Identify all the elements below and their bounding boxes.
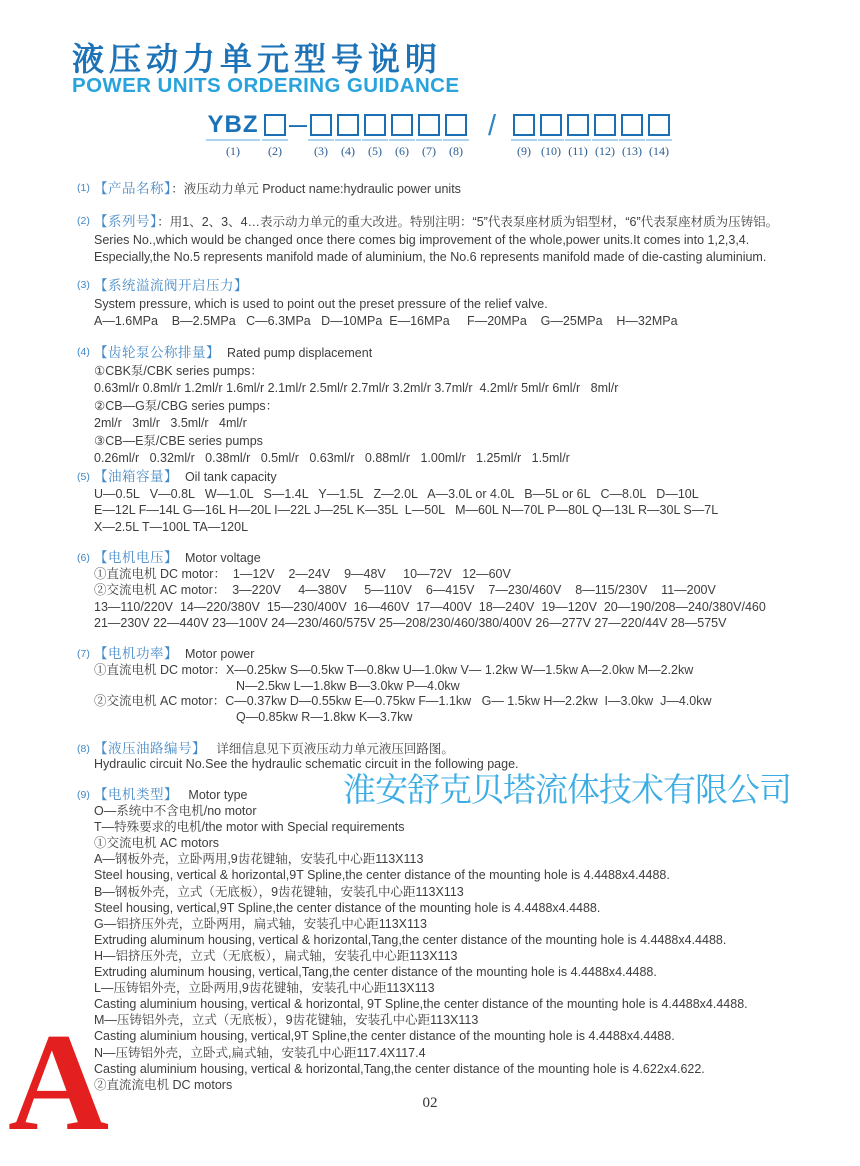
model-code-unit-10 [540, 114, 562, 159]
position-label: (11) [568, 144, 588, 158]
model-code-unit-1 [207, 111, 259, 159]
underline [565, 139, 591, 141]
underline [262, 139, 288, 141]
slash-separator: / [487, 110, 497, 142]
section-body [94, 344, 860, 468]
page-number: 02 [422, 1095, 438, 1111]
code-box [540, 114, 562, 136]
section-motor-power [0, 646, 860, 726]
dash-separator: — [289, 115, 307, 135]
section-pump-displacement [0, 344, 860, 468]
section-system-pressure [0, 277, 860, 331]
section-line: 21—230V 22—440V 23—100V 24—230/460/575V 25—208/230/460/380/400V 26—277V 27—220/44V 28—575V [94, 615, 727, 630]
section-header-text: Motor voltage [178, 551, 261, 565]
section-number: (4) [77, 346, 90, 358]
section-line: System pressure, which is used to point out the preset pressure of the relief valve. [94, 296, 548, 311]
section-line: Casting aluminium housing, vertical,9T Spline,the center distance of the mounting hole is 4.4488x4.4488. [94, 1029, 675, 1044]
section-line: Extruding aluminum housing, vertical & horizontal,Tang,the center distance of the mounting hole is 4.4488x4.4488. [94, 932, 727, 947]
section-header-line [94, 277, 860, 296]
section-body [94, 646, 860, 726]
section-line: ①CBK泵/CBK series pumps： [94, 363, 263, 378]
code-box [594, 114, 616, 136]
section-header-line [94, 213, 860, 232]
section-header: 【电机功率】 [94, 646, 178, 661]
model-code-unit-11 [567, 114, 589, 159]
code-box [418, 114, 440, 136]
section-number: (8) [77, 743, 90, 755]
section-line: ②CB—G泵/CBG series pumps： [94, 398, 279, 413]
section-header: 【液压油路编号】 [94, 741, 206, 756]
section-header-text: Oil tank capacity [178, 470, 277, 484]
section-body [94, 277, 860, 331]
section-header-text: Motor type [178, 788, 248, 802]
code-box [337, 114, 359, 136]
model-code [207, 110, 675, 159]
section-header: 【系统溢流阀开启压力】 [94, 278, 248, 293]
section-line: ①交流电机 AC motors [94, 836, 220, 851]
section-line: M—压铸铝外壳，立式（无底板），9齿花键轴，安装孔中心距113X113 [94, 1013, 479, 1028]
section-header-line [94, 741, 860, 757]
section-header-text: Motor power [178, 647, 255, 661]
section-line: Extruding aluminum housing, vertical,Tang,the center distance of the mounting hole is 4.4488x4.4488. [94, 965, 657, 980]
section-header-text: ：用1、2、3、4…表示动力单元的重大改进。特别注明：“5”代表泵座材质为铝型材，“6”代表泵座材质为压铸铝。 [157, 215, 779, 229]
section-header-line [94, 180, 860, 199]
position-label: (4) [341, 144, 355, 158]
code-box [621, 114, 643, 136]
position-label: (12) [595, 144, 615, 158]
position-label: (8) [449, 144, 463, 158]
model-code-unit-7 [418, 114, 440, 159]
section-header-line [94, 469, 860, 486]
section-header: 【电机类型】 [94, 787, 178, 802]
position-label: (6) [395, 144, 409, 158]
position-label: (7) [422, 144, 436, 158]
section-line: N—压铸铝外壳，立卧式,扁式轴，安装孔中心距117.4X117.4 [94, 1045, 426, 1060]
corner-letter: A [8, 1005, 110, 1160]
code-box [513, 114, 535, 136]
section-header: 【电机电压】 [94, 550, 178, 565]
underline [389, 139, 415, 141]
position-label: (9) [517, 144, 531, 158]
section-line: ②直流流电机 DC motors [94, 1077, 233, 1092]
section-product-name [0, 180, 860, 199]
model-code-unit-12 [594, 114, 616, 159]
model-code-unit-6 [391, 114, 413, 159]
position-label: (2) [268, 144, 282, 158]
section-line: Casting aluminium housing, vertical & horizontal,Tang,the center distance of the mounting hole is 4.622x4.622. [94, 1061, 705, 1076]
section-line: 2ml/r 3ml/r 3.5ml/r 4ml/r [94, 416, 247, 430]
section-body [94, 213, 860, 267]
section-line: 0.63ml/r 0.8ml/r 1.2ml/r 1.6ml/r 2.1ml/r 2.5ml/r 2.7ml/r 3.2ml/r 3.7ml/r 4.2ml/r 5ml/r 6ml/r 8ml/r [94, 381, 619, 395]
section-number: (6) [77, 552, 90, 564]
underline [416, 139, 442, 141]
underline [206, 139, 260, 141]
model-code-unit-5 [364, 114, 386, 159]
section-line: L—压铸铝外壳，立卧两用,9齿花键轴，安装孔中心距113X113 [94, 981, 435, 996]
section-motor-voltage [0, 550, 860, 631]
model-code-unit-9 [513, 114, 535, 159]
position-label: (1) [226, 144, 240, 158]
section-number: (9) [77, 789, 90, 801]
code-box [567, 114, 589, 136]
underline [335, 139, 361, 141]
section-oil-tank-capacity [0, 469, 860, 535]
section-number: (7) [77, 648, 90, 660]
section-line: Steel housing, vertical,9T Spline,the center distance of the mounting hole is 4.4488x4.4488. [94, 900, 601, 915]
section-line: ③CB—E泵/CBE series pumps [94, 433, 263, 448]
code-box [445, 114, 467, 136]
section-motor-type [0, 787, 860, 1093]
underline [619, 139, 645, 141]
section-series-no [0, 213, 860, 267]
section-line: E—12L F—14L G—16L H—20L I—22L J—25L K—35L L—50L M—60L N—70L P—80L Q—13L R—30L S—7L [94, 503, 719, 517]
section-number: (1) [77, 182, 90, 194]
section-body [94, 469, 860, 535]
section-header-text: ：液压动力单元 Product name:hydraulic power units [171, 182, 461, 196]
section-header: 【油箱容量】 [94, 469, 178, 484]
section-header-line [94, 550, 860, 566]
section-line: Steel housing, vertical & horizontal,9T Spline,the center distance of the mounting hole is 4.4488x4.4488. [94, 868, 670, 883]
page-title: 液压动力单元型号说明 [72, 41, 443, 77]
section-number: (5) [77, 471, 90, 483]
section-line: N—2.5kw L—1.8kw B—3.0kw P—4.0kw [236, 678, 460, 693]
section-line: ①直流电机 DC motor：X—0.25kw S—0.5kw T—0.8kw U—1.0kw V— 1.2kw W—1.5kw A—2.0kw M—2.2kw [94, 662, 694, 677]
section-line: ②交流电机 AC motor：C—0.37kw D—0.55kw E—0.75kw F—1.1kw G— 1.5kw H—2.2kw I—3.0kw J—4.0kw [94, 694, 712, 709]
underline [646, 139, 672, 141]
section-line: ①直流电机 DC motor： 1—12V 2—24V 9—48V 10—72V 12—60V [94, 567, 511, 582]
section-line: Series No.,which would be changed once there comes big improvement of the whole,power units.It comes into 1,2,3,4. [94, 232, 750, 247]
position-label: (10) [541, 144, 561, 158]
section-line: G—铝挤压外壳，立卧两用，扁式轴，安装孔中心距113X113 [94, 916, 427, 931]
section-number: (3) [77, 279, 90, 291]
code-box [310, 114, 332, 136]
section-line: Especially,the No.5 represents manifold made of aluminium, the No.6 represents manifold made of die-casting aluminium. [94, 250, 767, 264]
model-code-unit-13 [621, 114, 643, 159]
model-code-unit-2 [264, 114, 286, 159]
section-line: B—钢板外壳，立式（无底板），9齿花键轴，安装孔中心距113X113 [94, 884, 464, 899]
section-line: O—系统中不含电机/no motor [94, 804, 257, 819]
section-line: Q—0.85kw R—1.8kw K—3.7kw [236, 710, 413, 725]
position-label: (14) [649, 144, 669, 158]
code-box [364, 114, 386, 136]
code-box [391, 114, 413, 136]
section-line: A—钢板外壳，立卧两用,9齿花键轴，安装孔中心距113X113 [94, 852, 424, 867]
model-code-unit-4 [337, 114, 359, 159]
underline [308, 139, 334, 141]
model-code-unit-8 [445, 114, 467, 159]
company-watermark: 淮安舒克贝塔流体技术有限公司 [343, 773, 791, 809]
section-line: Casting aluminium housing, vertical & horizontal, 9T Spline,the center distance of the mounting hole is 4.4488x4.4488. [94, 997, 748, 1012]
section-header-line [94, 646, 860, 663]
section-header-text: 详细信息见下页液压动力单元液压回路图。 [206, 742, 454, 756]
page-subtitle: POWER UNITS ORDERING GUIDANCE [72, 74, 460, 97]
underline [362, 139, 388, 141]
section-body [94, 787, 860, 1093]
section-line: T—特殊要求的电机/the motor with Special requirements [94, 820, 405, 835]
underline [511, 139, 537, 141]
section-line: A—1.6MPa B—2.5MPa C—6.3MPa D—10MPa E—16MPa F—20MPa G—25MPa H—32MPa [94, 314, 678, 328]
section-body [94, 550, 860, 631]
model-code-unit-14 [648, 114, 670, 159]
section-line: H—铝挤压外壳，立式（无底板），扁式轴，安装孔中心距113X113 [94, 948, 458, 963]
position-label: (13) [622, 144, 642, 158]
section-line: X—2.5L T—100L TA—120L [94, 519, 249, 534]
section-line: ②交流电机 AC motor： 3—220V 4—380V 5—110V 6—415V 7—230/460V 8—115/230V 11—200V [94, 583, 716, 598]
section-line: 13—110/220V 14—220/380V 15—230/400V 16—460V 17—400V 18—240V 19—120V 20—190/208—240/380V/460 [94, 599, 766, 614]
position-label: (3) [314, 144, 328, 158]
section-header: 【系列号】 [94, 214, 158, 229]
underline [592, 139, 618, 141]
model-prefix: YBZ [207, 111, 259, 138]
code-box [648, 114, 670, 136]
section-number: (2) [77, 215, 90, 227]
underline [443, 139, 469, 141]
model-code-unit-3 [310, 114, 332, 159]
code-box [264, 114, 286, 136]
section-header: 【齿轮泵公称排量】 [94, 345, 220, 360]
section-header: 【产品名称】 [94, 181, 172, 196]
section-line: U—0.5L V—0.8L W—1.0L S—1.4L Y—1.5L Z—2.0L A—3.0L or 4.0L B—5L or 6L C—8.0L D—10L [94, 486, 699, 501]
section-body [94, 180, 860, 199]
section-line: 0.26ml/r 0.32ml/r 0.38ml/r 0.5ml/r 0.63ml/r 0.88ml/r 1.00ml/r 1.25ml/r 1.5ml/r [94, 451, 570, 465]
section-line: Hydraulic circuit No.See the hydraulic schematic circuit in the following page. [94, 757, 519, 771]
section-header-text: Rated pump displacement [220, 346, 373, 360]
position-label: (5) [368, 144, 382, 158]
section-header-line [94, 344, 860, 363]
underline [538, 139, 564, 141]
